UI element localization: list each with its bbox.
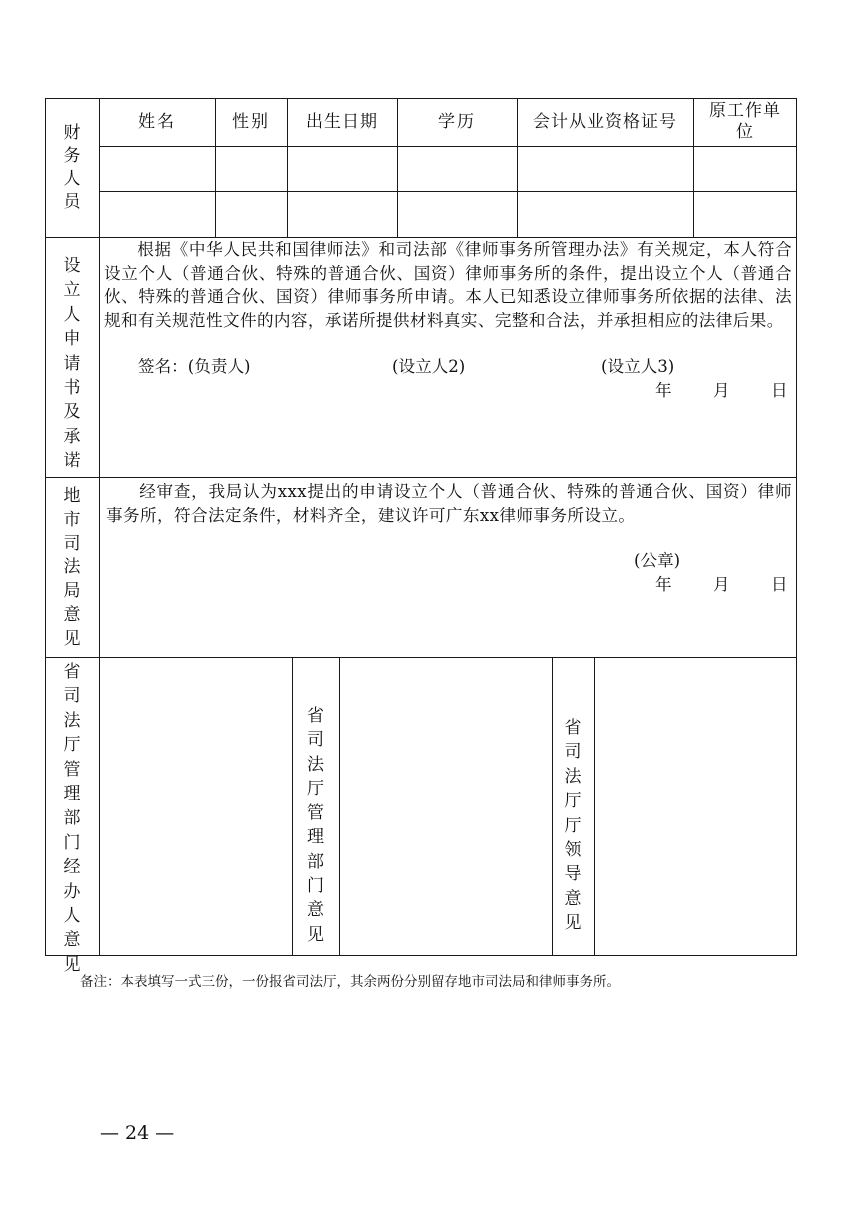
staff-cell-r2-gender[interactable] <box>216 192 287 237</box>
province-leader-opinion-label: 省 司 法 厅 厅 领 导 意 见 <box>564 718 582 934</box>
staff-cell-r2-name[interactable] <box>100 192 215 237</box>
page-number: — 24 — <box>100 1122 175 1144</box>
staff-cell-r1-cert[interactable] <box>518 147 693 191</box>
province-dept-opinion-cell[interactable] <box>340 658 552 955</box>
application-date-day: 日 <box>771 381 788 400</box>
sign-label-founder2: (设立人2) <box>392 357 466 376</box>
staff-cell-r2-education[interactable] <box>398 192 517 237</box>
application-row-label: 设 立 人 申 请 书 及 承 诺 <box>63 256 81 472</box>
application-statement: 根据《中华人民共和国律师法》和司法部《律师事务所管理办法》有关规定，本人符合设立个人（普通合伙、特殊的普通合伙、国资）律师事务所的条件，提出设立个人（普通合伙、特殊的普通合伙、国资）律师事务所申请。本人已知悉设立律师事务所依据的法律、法规和有关规范性文件的内容，承诺所提供材料真实、完整和合法，并承担相应的法律后果。 <box>104 240 792 330</box>
header-gender: 性别 <box>232 111 270 132</box>
province-leader-opinion-cell[interactable] <box>595 658 796 955</box>
staff-cell-r1-name[interactable] <box>100 147 215 191</box>
city-opinion-text: 经审查，我局认为xxx提出的申请设立个人（普通合伙、特殊的普通合伙、国资）律师事务所，符合法定条件，材料齐全，建议许可广东xx律师事务所设立。 <box>106 482 792 525</box>
header-former-employer: 原工作单位 <box>709 101 781 142</box>
staff-cell-r2-birthdate[interactable] <box>288 192 397 237</box>
staff-cell-r1-birthdate[interactable] <box>288 147 397 191</box>
staff-row-label: 财 务 人 员 <box>63 122 81 212</box>
province-handler-row-label: 省 司 法 厅 管 理 部 门 经 办 人 意 见 <box>63 662 81 975</box>
staff-cell-r2-employer[interactable] <box>694 192 796 237</box>
city-date-day: 日 <box>771 575 788 594</box>
sign-label-lead: 签名：(负责人) <box>138 357 251 376</box>
header-birthdate: 出生日期 <box>306 111 378 132</box>
staff-cell-r1-education[interactable] <box>398 147 517 191</box>
city-date-month: 月 <box>713 575 730 594</box>
header-accounting-cert-no: 会计从业资格证号 <box>533 111 677 132</box>
application-date-year: 年 <box>655 381 672 400</box>
official-seal-label: (公章) <box>634 551 681 570</box>
header-education: 学历 <box>438 111 476 132</box>
city-opinion-row-label: 地 市 司 法 局 意 见 <box>63 486 81 649</box>
sign-label-founder3: (设立人3) <box>601 357 675 376</box>
province-dept-opinion-label: 省 司 法 厅 管 理 部 门 意 见 <box>307 706 324 945</box>
application-date-month: 月 <box>713 381 730 400</box>
header-name: 姓名 <box>138 111 176 132</box>
staff-cell-r1-employer[interactable] <box>694 147 796 191</box>
city-date-year: 年 <box>655 575 672 594</box>
staff-cell-r1-gender[interactable] <box>216 147 287 191</box>
staff-cell-r2-cert[interactable] <box>518 192 693 237</box>
footnote: 备注：本表填写一式三份，一份报省司法厅，其余两份分别留存地市司法局和律师事务所。 <box>80 974 620 990</box>
province-handler-opinion-cell[interactable] <box>100 658 292 955</box>
